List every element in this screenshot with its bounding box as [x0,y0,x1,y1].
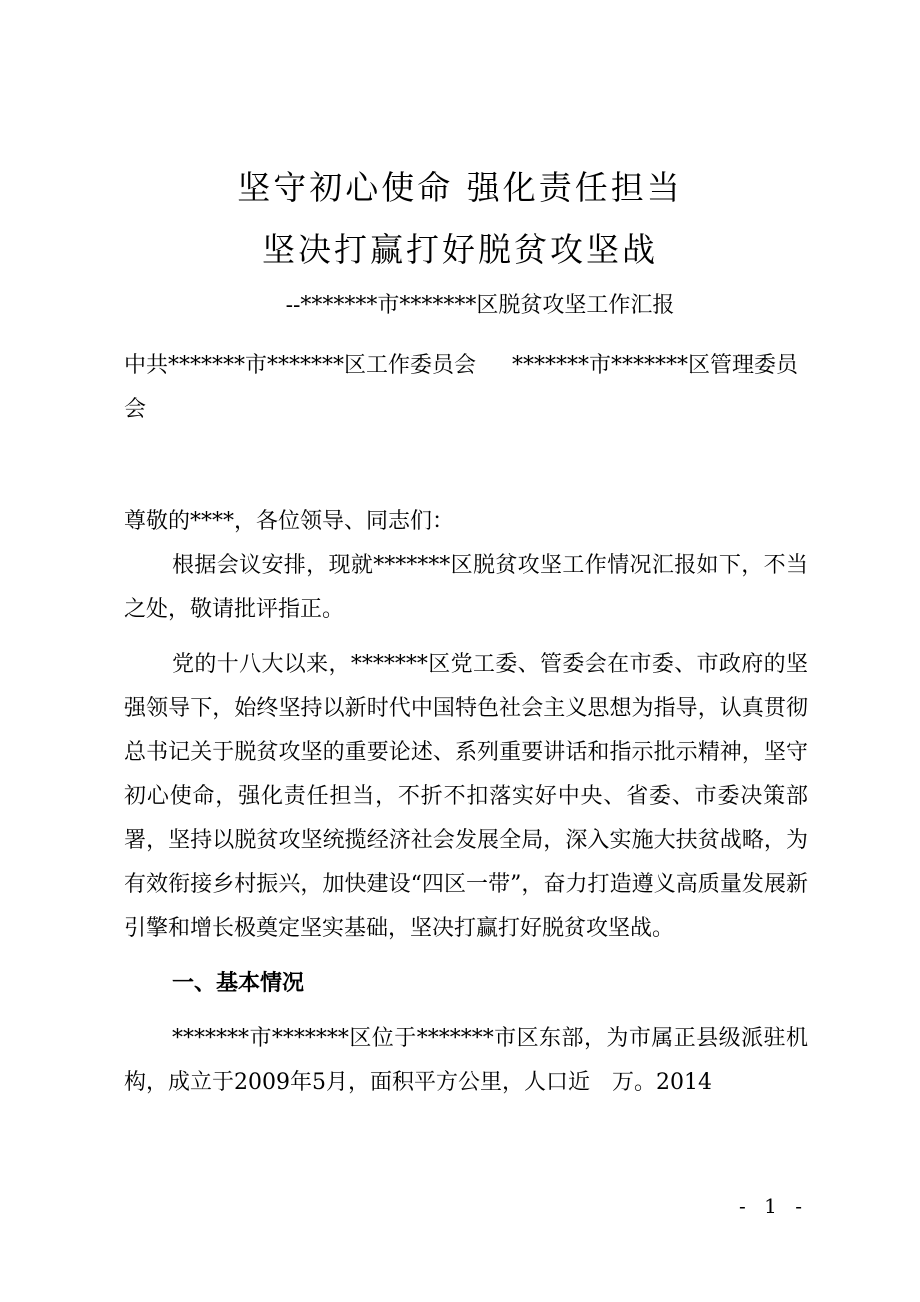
section-heading-basic-info: 一、基本情况 [172,971,305,996]
body-paragraph-1: 根据会议安排，现就*******区脱贫攻坚工作情况汇报如下，不当之处，敬请批评指正。 [124,553,808,622]
page-number: - 1 - [739,1194,808,1218]
issuer-management-committee: *******市*******区管理委员会 [124,353,799,422]
salutation: 尊敬的****，各位领导、同志们： [124,509,455,534]
document-subtitle: --*******市*******区脱贫攻坚工作汇报 [285,293,675,318]
issuer-block [124,344,814,432]
section1-paragraph: *******市*******区位于*******市区东部，为市属正县级派驻机构，成立于2009年5月，面积平方公里，人口近 万。2014 [124,1026,808,1095]
issuer-party-committee: 中共*******市*******区工作委员会 [124,353,477,378]
body-paragraph-2: 党的十八大以来，*******区党工委、管委会在市委、市政府的坚强领导下，始终坚持以新时代中国特色社会主义思想为指导，认真贯彻总书记关于脱贫攻坚的重要论述、系列重要讲话和指示批示精神，坚守初心使命，强化责任担当，不折不扣落实好中央、省委、市委决策部署，坚持以脱贫攻坚统揽经济社会发展全局，深入实施大扶贫战略，为有效衔接乡村振兴，加快建设“四区一带”，奋力打造遵义高质量发展新引擎和增长极奠定坚实基础，坚决打赢打好脱贫攻坚战。 [124,652,808,941]
document-title-line-1: 坚守初心使命 强化责任担当 [237,168,683,207]
document-body [124,500,808,1116]
document-title-line-2: 坚决打赢打好脱贫攻坚战 [262,230,658,269]
